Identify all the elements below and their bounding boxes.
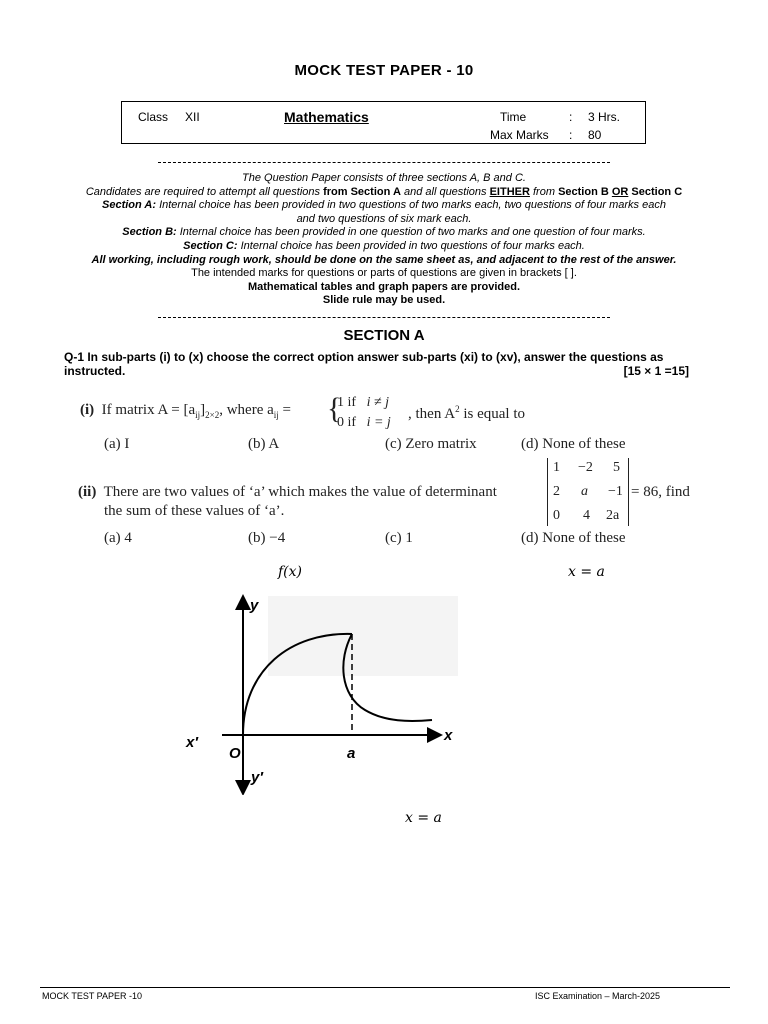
instruction-bold: Section C bbox=[631, 185, 683, 198]
instruction-line bbox=[50, 267, 718, 281]
instruction-working: All working, including rough work, should be done on the same sheet as, and adjacent to the rest of the answer. bbox=[91, 253, 677, 266]
instruction-line bbox=[50, 240, 718, 254]
section-b-label: Section B: bbox=[122, 226, 177, 239]
det-cell: −2 bbox=[578, 460, 593, 475]
marks-label: Max Marks bbox=[490, 128, 549, 142]
instruction-line bbox=[50, 213, 718, 227]
case-value: 1 if bbox=[337, 395, 357, 410]
section-a-heading: SECTION A bbox=[343, 327, 425, 344]
marks-value: 80 bbox=[588, 128, 602, 142]
time-colon: : bbox=[569, 110, 573, 124]
case-condition: i = j bbox=[366, 415, 391, 430]
det-cell: 0 bbox=[553, 508, 560, 523]
instruction-line bbox=[50, 294, 718, 308]
det-cell: 2a bbox=[606, 508, 620, 523]
faded-background bbox=[268, 596, 458, 676]
det-cell: 1 bbox=[553, 460, 560, 475]
question-ii bbox=[78, 484, 497, 501]
question-text: , where a bbox=[219, 402, 274, 418]
question-1-intro bbox=[64, 350, 689, 378]
instruction-text: Internal choice has been provided in two questions of two marks each, two questions of four marks each bbox=[156, 199, 666, 212]
instruction-text: Internal choice has been provided in two questions of four marks each. bbox=[237, 239, 585, 252]
question-i: (i) If matrix $A = [a_{ij}]_{2\times 2}$, where $a_{ij}$ = bbox=[80, 402, 291, 420]
instruction-line bbox=[50, 186, 718, 200]
label-a: a bbox=[347, 745, 356, 762]
question-i-tail bbox=[408, 404, 525, 423]
superscript: 2 bbox=[455, 404, 460, 414]
question-text: = bbox=[278, 402, 291, 418]
instruction-text: and all questions bbox=[400, 185, 490, 198]
fx-label: f(x) bbox=[278, 564, 303, 580]
option-a[interactable]: (a) 4 bbox=[104, 530, 132, 546]
x-equals-a-top: x = a bbox=[568, 564, 605, 580]
instructions-block bbox=[50, 172, 718, 308]
subscript: ij bbox=[195, 410, 201, 420]
instruction-line bbox=[50, 226, 718, 240]
instruction-line bbox=[50, 199, 718, 213]
option-c[interactable]: (c) 1 bbox=[385, 530, 413, 546]
option-a[interactable]: (a) I bbox=[104, 436, 130, 452]
instruction-or: OR bbox=[611, 185, 629, 198]
time-label: Time bbox=[500, 110, 527, 124]
class-value: XII bbox=[185, 110, 200, 124]
footer-right: ISC Examination – March-2025 bbox=[535, 991, 661, 1001]
question-number: (ii) bbox=[78, 484, 97, 500]
q1-text: Q-1 In sub-parts (i) to (x) choose the correct option answer sub-parts (xi) to (xv), answer the questions as bbox=[64, 350, 664, 364]
instruction-text: Internal choice has been provided in one question of two marks and one question of four marks. bbox=[176, 226, 646, 239]
label-y-prime: y′ bbox=[251, 769, 263, 786]
label-x-prime: x′ bbox=[186, 734, 198, 751]
instruction-text: Candidates are required to attempt all questions bbox=[85, 185, 324, 198]
instruction-text: The intended marks for questions or parts of questions are given in brackets [ ]. bbox=[191, 267, 577, 280]
determinant bbox=[547, 458, 629, 526]
question-ii-line2: the sum of these values of ‘a’. bbox=[104, 503, 285, 519]
option-b[interactable]: (b) A bbox=[248, 436, 280, 452]
question-text: There are two values of ‘a’ which makes the value of determinant bbox=[103, 484, 497, 500]
divider-top bbox=[158, 162, 610, 163]
question-number: (i) bbox=[80, 402, 95, 418]
question-text: If matrix A = [a bbox=[101, 402, 196, 418]
option-d[interactable]: (d) None of these bbox=[521, 530, 626, 546]
det-cell: a bbox=[581, 484, 588, 499]
footer-left: MOCK TEST PAPER -10 bbox=[42, 991, 143, 1001]
instruction-line bbox=[50, 281, 718, 295]
instruction-line bbox=[50, 172, 718, 186]
det-cell: −1 bbox=[608, 484, 623, 499]
question-text: , then A bbox=[408, 406, 456, 422]
q1-line2 bbox=[64, 364, 689, 378]
function-graph bbox=[180, 590, 470, 795]
instruction-text: from bbox=[529, 185, 559, 198]
page-title bbox=[0, 62, 768, 79]
divider-bottom bbox=[158, 317, 610, 318]
section-c-label: Section C: bbox=[183, 239, 238, 252]
case-condition: i ≠ j bbox=[366, 395, 390, 410]
det-cell: 5 bbox=[613, 460, 620, 475]
determinant-equals: = 86, find bbox=[631, 484, 690, 500]
instruction-bold: Section B bbox=[558, 185, 609, 198]
option-c[interactable]: (c) Zero matrix bbox=[385, 436, 477, 452]
instruction-line bbox=[50, 254, 718, 268]
subject-name: Mathematics bbox=[284, 109, 369, 125]
option-b[interactable]: (b) −4 bbox=[248, 530, 286, 546]
label-y: y bbox=[250, 597, 259, 614]
subscript: ij bbox=[273, 410, 279, 420]
x-equals-a-bottom: x = a bbox=[405, 810, 442, 826]
q1-text2: instructed. bbox=[64, 364, 126, 378]
instruction-text: Mathematical tables and graph papers are provided. bbox=[247, 280, 521, 293]
instruction-text: and two questions of six mark each. bbox=[296, 212, 472, 225]
instruction-text: The Question Paper consists of three sections A, B and C. bbox=[242, 172, 526, 184]
case-value: 0 if bbox=[337, 415, 357, 430]
exam-info-box bbox=[121, 101, 646, 144]
option-d[interactable]: (d) None of these bbox=[521, 436, 626, 452]
q1-marks: [15 × 1 =15] bbox=[623, 364, 689, 378]
section-a-label: Section A: bbox=[102, 199, 157, 212]
label-x: x bbox=[444, 727, 453, 744]
class-label: Class bbox=[138, 110, 169, 124]
footer-divider bbox=[40, 987, 730, 988]
det-cell: 4 bbox=[583, 508, 590, 523]
question-text: is equal to bbox=[459, 406, 525, 422]
instruction-bold: from Section A bbox=[323, 185, 401, 198]
piecewise-cases bbox=[337, 393, 391, 433]
det-cell: 2 bbox=[553, 484, 560, 499]
piecewise-brace: { bbox=[327, 392, 342, 425]
instruction-either: EITHER bbox=[489, 185, 530, 198]
title-text: MOCK TEST PAPER - 10 bbox=[294, 62, 474, 79]
time-value: 3 Hrs. bbox=[588, 110, 621, 124]
subscript: 2×2 bbox=[205, 410, 220, 420]
instruction-text: Slide rule may be used. bbox=[322, 294, 446, 307]
marks-colon: : bbox=[569, 128, 573, 142]
label-origin: O bbox=[229, 745, 241, 762]
